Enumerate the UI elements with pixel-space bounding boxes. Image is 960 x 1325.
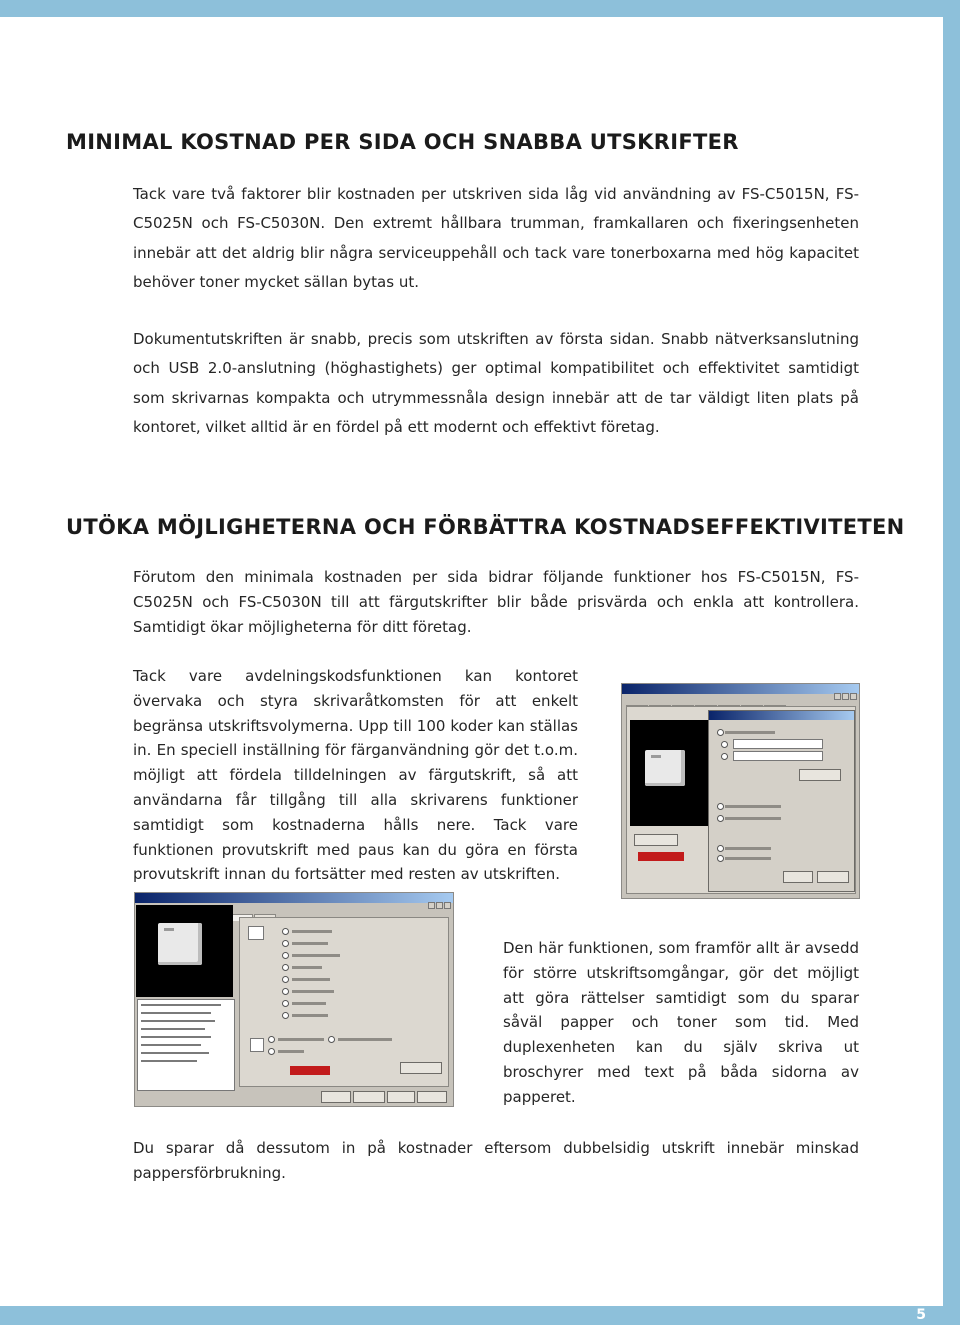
printer-driver-screenshot-account-settings xyxy=(621,683,860,899)
brand-logo xyxy=(290,1066,330,1075)
paragraph-duplex-savings: Du sparar då dessutom in på kostnader eftersom dubbelsidig utskrift innebär minskad pappersförbrukning. xyxy=(133,1139,859,1182)
paragraph-cost-per-page: Tack vare två faktorer blir kostnaden per utskriven sida låg vid användning av FS-C5015N, FS-C5025N och FS-C5030N. Den extremt hållbara trumman, framkallaren och fixeringsenheten innebär att det aldrig blir några serviceuppehåll och tack vare tonerboxarna med hög kapacitet behöver toner mycket sällan bytas ut. xyxy=(133,185,859,291)
printer-driver-screenshot-job-settings xyxy=(134,892,454,1107)
paragraph-proof-print: Den här funktionen, som framför allt är avsedd för större utskriftsomgångar, gör det möjligt att göra rättelser samtidigt som du sparar såväl papper och toner som tid. Med duplexenheten kan du själv skriva ut broschyrer med text på båda sidorna av papperet. xyxy=(503,939,859,1106)
page-number: 5 xyxy=(916,1307,926,1323)
brand-logo xyxy=(638,852,684,861)
printer-preview xyxy=(630,720,708,826)
settings-table xyxy=(137,999,235,1091)
bottom-accent-bar xyxy=(0,1306,960,1325)
top-accent-bar xyxy=(0,0,960,17)
printer-image xyxy=(158,923,202,965)
window-panel xyxy=(239,917,449,1087)
paragraph-department-codes: Tack vare avdelningskodsfunktionen kan kontoret övervaka och styra skrivaråtkomsten för att enkelt begränsa utskriftsvolymerna. Upp till 100 koder kan ställas in. En speciell inställning för färganvändning gör det t.o.m. möjligt att fördela tilldelningen av färgutskrift, så att användarna får tillgång till alla skrivarens funktioner samtidigt som kostnaderna hålls nere. Tack vare funktionen provutskrift med paus kan du göra en första provutskrift innan du fortsätter med resten av utskriften. xyxy=(133,667,578,884)
paragraph-document-printing: Dokumentutskriften är snabb, precis som utskriften av första sidan. Snabb nätverksanslutning och USB 2.0-anslutning (höghastighets) ger optimal kompatibilitet och effektivitet samtidigt som skrivarnas kompakta och utrymmessnåla design innebär att de tar väldigt liten plats på kontoret, vilket alltid är en fördel på ett modernt och effektivt företag. xyxy=(133,330,859,436)
window-titlebar xyxy=(622,684,859,694)
window-tabs xyxy=(626,697,855,705)
section-heading-expand-possibilities: UTÖKA MÖJLIGHETERNA OCH FÖRBÄTTRA KOSTNADSEFFEKTIVITETEN xyxy=(66,515,905,539)
dialog-button xyxy=(634,834,678,846)
printer-preview xyxy=(136,905,233,997)
printer-image xyxy=(645,750,685,786)
window-titlebar xyxy=(135,893,453,903)
account-dialog xyxy=(708,710,855,892)
right-accent-bar xyxy=(943,0,960,1325)
section-heading-minimal-cost: MINIMAL KOSTNAD PER SIDA OCH SNABBA UTSKRIFTER xyxy=(66,130,739,154)
paragraph-features-intro: Förutom den minimala kostnaden per sida bidrar följande funktioner hos FS-C5015N, FS-C5025N och FS-C5030N till att färgutskrifter blir både prisvärda och enkla att kontrollera. Samtidigt ökar möjligheterna för ditt företag. xyxy=(133,568,859,636)
